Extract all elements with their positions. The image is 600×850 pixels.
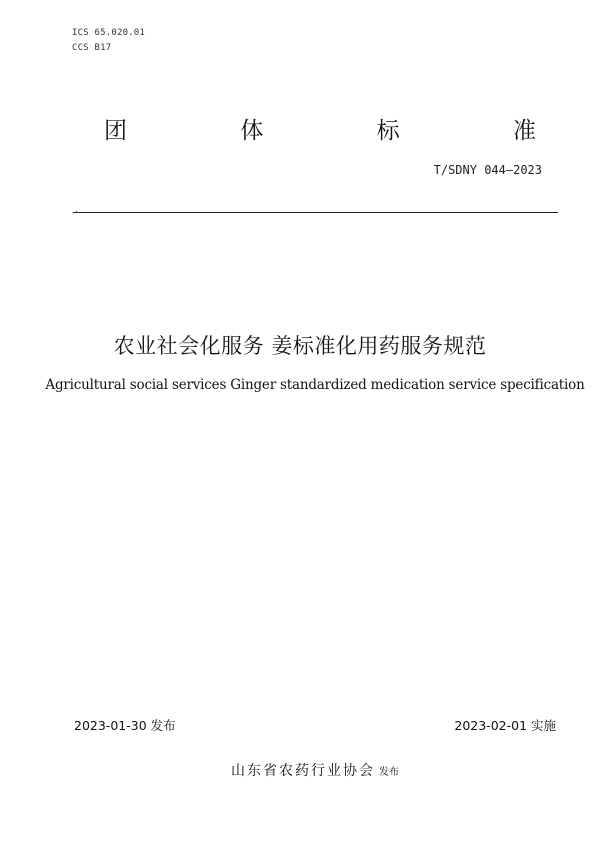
ics-code: ICS 65.020.01 [72, 28, 146, 38]
issuer-name: 山东省农药行业协会 [231, 763, 375, 779]
implement-date: 2023-02-01 实施 [454, 718, 556, 733]
standard-type-char: 标 [376, 118, 400, 144]
ccs-code: CCS B17 [72, 43, 112, 53]
standard-type-char: 团 [104, 118, 127, 144]
standard-number: T/SDNY 044—2023 [433, 163, 542, 177]
document-title-english: Agricultural social services Ginger standardized medication service specification [45, 377, 585, 393]
issuer [0, 760, 600, 780]
publish-date: 2023-01-30 发布 [74, 718, 176, 733]
standard-type-char: 体 [240, 118, 264, 144]
standard-type-heading [104, 112, 536, 145]
issuer-suffix: 发布 [379, 767, 399, 778]
standard-type-char: 准 [512, 118, 536, 144]
header-divider [73, 212, 558, 213]
document-title-chinese: 农业社会化服务 姜标准化用药服务规范 [113, 334, 487, 358]
rule-mark: · [75, 207, 78, 216]
